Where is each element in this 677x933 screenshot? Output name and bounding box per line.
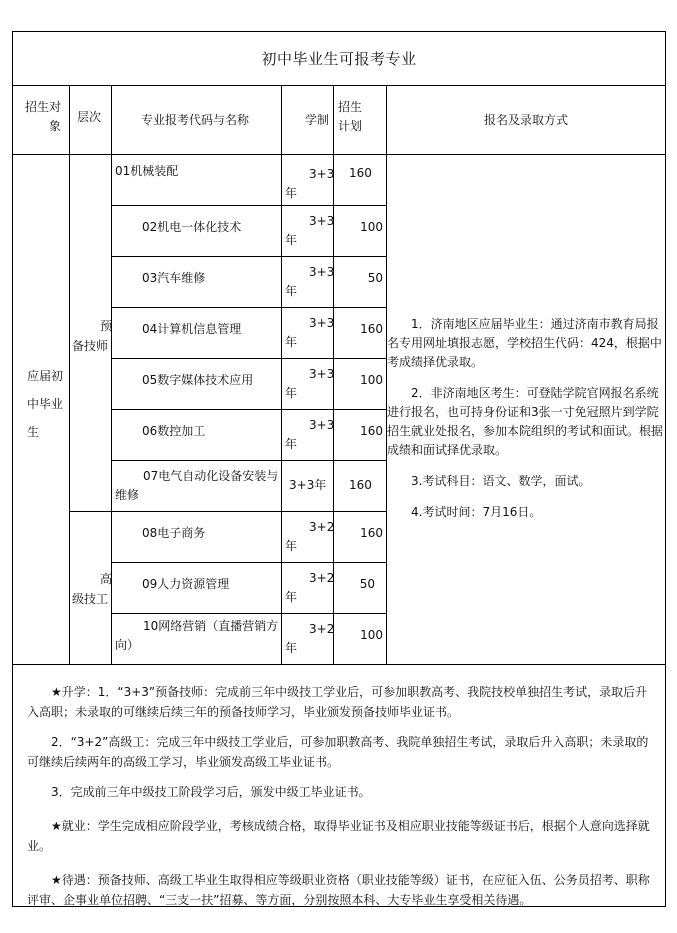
major-name: 08电子商务 (142, 526, 206, 540)
header-level-label: 层次 (77, 109, 102, 124)
header-duration: 学制 (304, 112, 329, 127)
note-paragraph: ★就业：学生完成相应阶段学业，考核成绩合格，取得毕业证书及相应职业技能等级证书后，根据个人意向选择就业。 (27, 819, 650, 853)
major-duration (285, 212, 335, 250)
major-name (115, 460, 281, 511)
major-plan: 160 (360, 322, 383, 336)
major-duration: 3+3年 (289, 478, 327, 492)
level-label: 预备技师 (72, 319, 113, 353)
note-paragraph: 2．“3+2”高级工：完成三年中级技工学业后，可参加职教高考、我院单独招生考试，录取后升入高职；未录取的可继续后续两年的高级工学习，毕业颁发高级工毕业证书。 (27, 735, 649, 769)
admission-method (387, 315, 663, 534)
major-duration (285, 518, 335, 556)
duration-label: 3+3年 (285, 214, 335, 247)
admission-document (12, 31, 666, 907)
duration-label: 3+2年 (285, 622, 335, 655)
major-duration (285, 314, 335, 352)
header-method: 报名及录取方式 (483, 112, 568, 127)
major-plan: 160 (349, 165, 372, 180)
major-plan: 160 (360, 424, 383, 438)
major-name: 06数控加工 (142, 424, 206, 438)
target-cell (27, 362, 69, 462)
major-plan: 160 (349, 478, 372, 492)
major-name-label: 07电气自动化设备安装与维修 (115, 468, 279, 502)
target-label: 应届初中毕业生 (27, 369, 64, 439)
header-level (77, 92, 105, 142)
col-divider (281, 85, 282, 664)
major-name: 03汽车维修 (142, 271, 206, 285)
note-paragraph: 3．完成前三年中级技工阶段学习后，颁发中级工毕业证书。 (51, 785, 371, 799)
level-cell-advanced-technician (72, 316, 112, 356)
header-plan-label: 招生计划 (337, 100, 362, 133)
notes-section (13, 664, 665, 924)
duration-label: 3+3年 (285, 418, 335, 451)
method-item: 1．济南地区应届毕业生：通过济南市教育局报名专用网址填报志愿，学校招生代码：424，根据中考成绩择优录取。 (387, 317, 662, 369)
major-plan: 160 (360, 526, 383, 540)
major-plan: 100 (360, 628, 383, 642)
major-name: 02机电一体化技术 (142, 220, 242, 234)
level-label: 高级技工 (72, 572, 113, 606)
note-paragraph: ★待遇：预备技师、高级工毕业生取得相应等级职业资格（职业技能等级）证书，在应征入伍、公务员招考、职称评审、企事业单位招聘、“三支一扶”招募、等方面，分别按照本科、大专毕业生享受相关待遇。 (27, 873, 650, 907)
major-duration (285, 365, 335, 403)
method-item: 4.考试时间：7月16日。 (411, 505, 542, 519)
major-duration (285, 569, 335, 607)
major-duration (285, 620, 335, 658)
duration-label: 3+3年 (285, 167, 335, 200)
header-major: 专业报考代码与名称 (140, 112, 249, 127)
col-divider (69, 85, 70, 664)
major-name-label: 10网络营销（直播营销方向） (115, 618, 279, 652)
level-cell-senior-technician (72, 569, 112, 609)
duration-label: 3+3年 (285, 367, 335, 400)
major-name: 01机械装配 (115, 163, 179, 178)
major-name: 04计算机信息管理 (142, 322, 242, 336)
header-target-label: 招生对象 (24, 100, 61, 133)
header-divider (13, 154, 665, 155)
major-name: 05数字媒体技术应用 (142, 373, 254, 387)
major-plan: 100 (360, 373, 383, 387)
note-paragraph: ★升学：1．“3+3”预备技师：完成前三年中级技工学业后，可参加职教高考、我院技校单独招生考试，录取后升入高职；未录取的可继续后续三年的预备技师学习，毕业颁发预备技师毕业证书。 (27, 685, 648, 719)
major-duration (285, 165, 335, 203)
major-plan: 50 (359, 577, 375, 591)
header-target (21, 92, 71, 142)
header-plan (336, 92, 386, 142)
major-duration (285, 416, 335, 454)
major-plan: 50 (367, 271, 383, 285)
major-duration (285, 263, 335, 301)
method-item: 2．非济南地区考生：可登陆学院官网报名系统进行报名，也可持身份证和3张一寸免冠照片到学院招生就业处报名，参加本院组织的考试和面试。根据成绩和面试择优录取。 (387, 386, 664, 457)
major-name: 09人力资源管理 (142, 577, 230, 591)
duration-label: 3+3年 (285, 316, 335, 349)
duration-label: 3+2年 (285, 520, 335, 553)
method-item: 3.考试科目：语文、数学，面试。 (411, 474, 591, 488)
major-name (115, 613, 281, 658)
major-plan: 100 (360, 220, 383, 234)
page-title: 初中毕业生可报考专业 (13, 32, 665, 86)
duration-label: 3+2年 (285, 571, 335, 604)
duration-label: 3+3年 (285, 265, 335, 298)
